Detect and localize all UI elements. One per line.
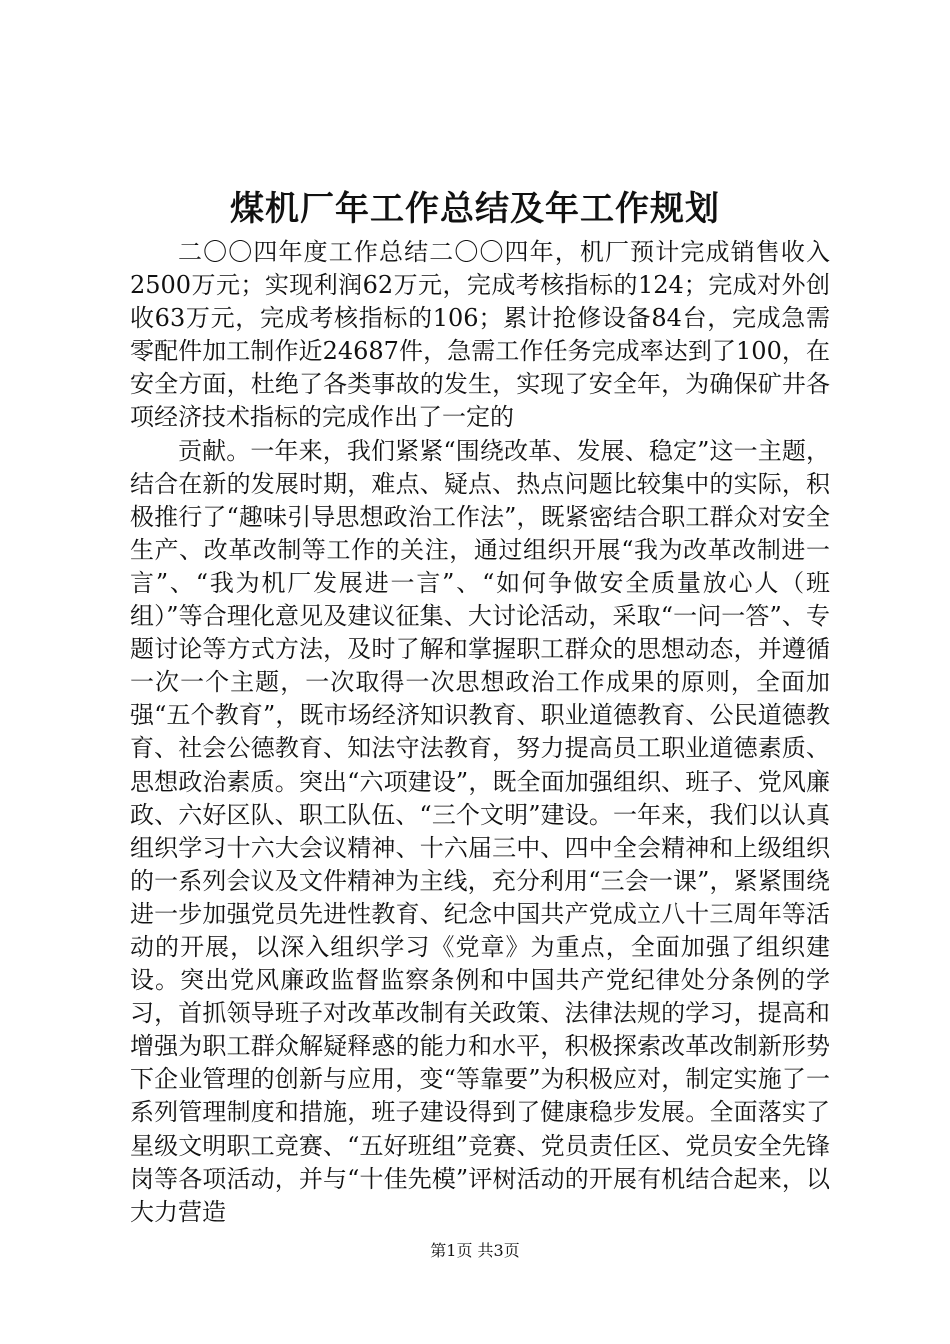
paragraph-1: 二〇〇四年度工作总结二〇〇四年，机厂预计完成销售收入2500万元；实现利润62万元，完成考核指标的124；完成对外创收63万元，完成考核指标的106；累计抢修设备84台，完成急需零配件加工制作近24687件，急需工作任务完成率达到了100，在安全方面，杜绝了各类事故的发生，实现了安全年，为确保矿井各项经济技术指标的完成作出了一定的 xyxy=(130,238,830,432)
document-body xyxy=(130,236,830,1229)
paragraph-2: 贡献。一年来，我们紧紧“围绕改革、发展、稳定”这一主题，结合在新的发展时期，难点、疑点、热点问题比较集中的实际，积极推行了“趣味引导思想政治工作法”，既紧密结合职工群众对安全生产、改革改制等工作的关注，通过组织开展“我为改革改制进一言”、“我为机厂发展进一言”、“如何争做安全质量放心人（班组）”等合理化意见及建议征集、大讨论活动，采取“一问一答”、专题讨论等方式方法，及时了解和掌握职工群众的思想动态，并遵循一次一个主题，一次取得一次思想政治工作成果的原则，全面加强“五个教育”，既市场经济知识教育、职业道德教育、公民道德教育、社会公德教育、知法守法教育，努力提高员工职业道德素质、思想政治素质。突出“六项建设”，既全面加强组织、班子、党风廉政、六好区队、职工队伍、“三个文明”建设。一年来，我们以认真组织学习十六大会议精神、十六届三中、四中全会精神和上级组织的一系列会议及文件精神为主线，充分利用“三会一课”，紧紧围绕进一步加强党员先进性教育、纪念中国共产党成立八十三周年等活动的开展，以深入组织学习《党章》为重点，全面加强了组织建设。突出党风廉政监督监察条例和中国共产党纪律处分条例的学习，首抓领导班子对改革改制有关政策、法律法规的学习，提高和增强为职工群众解疑释惑的能力和水平，积极探索改革改制新形势下企业管理的创新与应用，变“等靠要”为积极应对，制定实施了一系列管理制度和措施，班子建设得到了健康稳步发展。全面落实了星级文明职工竞赛、“五好班组”竞赛、党员责任区、党员安全先锋岗等各项活动，并与“十佳先模”评树活动的开展有机结合起来，以大力营造 xyxy=(130,436,830,1226)
page-footer xyxy=(0,1240,950,1262)
page-number: 第1页 共3页 xyxy=(430,1241,520,1260)
document-title: 煤机厂年工作总结及年工作规划 xyxy=(230,189,720,229)
